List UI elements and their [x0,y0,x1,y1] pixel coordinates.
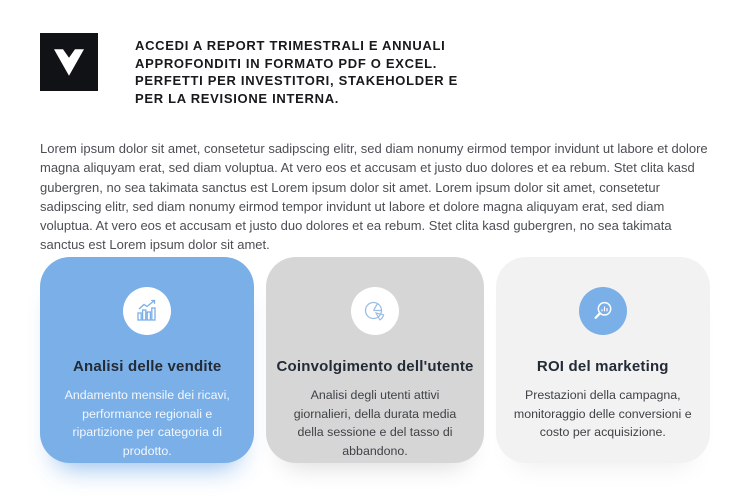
logo[interactable] [40,33,98,91]
card-icon-circle [351,287,399,335]
card-title: Analisi delle vendite [73,358,222,375]
headline-line: PER LA REVISIONE INTERNA. [135,90,340,106]
feature-cards-row [40,257,710,463]
card-title: ROI del marketing [536,358,669,375]
headline-line: APPROFONDITI IN FORMATO PDF O EXCEL. [135,55,438,71]
card-description: Prestazioni della campagna, monitoraggio delle conversioni e costo per acquisizione. [513,388,692,439]
card-description: Andamento mensile dei ricavi, performance regionali e ripartizione per categoria di prodotto. [64,388,230,458]
card-sales-analysis [40,257,254,463]
pie-chart-icon [362,298,388,324]
notched-triangle-logo-icon [54,49,84,76]
card-icon-circle [123,287,171,335]
card-title: Coinvolgimento dell'utente [276,358,474,375]
intro-paragraph: Lorem ipsum dolor sit amet, consetetur sadipscing elitr, sed diam nonumy eirmod tempor invidunt ut labore et dolore magna aliquyam erat, sed diam voluptua. At vero eos et accusam et justo duo dolores et ea rebum. Stet clita kasd gubergren, no sea takimata sanctus est Lorem ipsum dolor sit amet. Lorem ipsum dolor sit amet, consetetur sadipscing elitr, sed diam nonumy eirmod tempor invidunt ut labore et dolore magna aliquyam erat, sed diam voluptua. At vero eos et accusam et justo duo dolores et ea rebum. Stet clita kasd gubergren, no sea takimata sanctus est Lorem ipsum dolor sit amet. [40,141,708,253]
headline-line: ACCEDI A REPORT TRIMESTRALI E ANNUALI [135,38,446,53]
bar-chart-growth-icon [134,298,160,324]
card-marketing-roi [496,257,710,463]
headline-line: PERFETTI PER INVESTITORI, STAKEHOLDER E [135,73,458,88]
card-icon-circle [579,287,627,335]
card-description: Analisi degli utenti attivi giornalieri, della durata media della sessione e del tasso di abbandono. [293,388,457,458]
magnifier-stats-icon [590,298,616,324]
section-headline [135,37,480,107]
card-user-engagement [266,257,483,463]
